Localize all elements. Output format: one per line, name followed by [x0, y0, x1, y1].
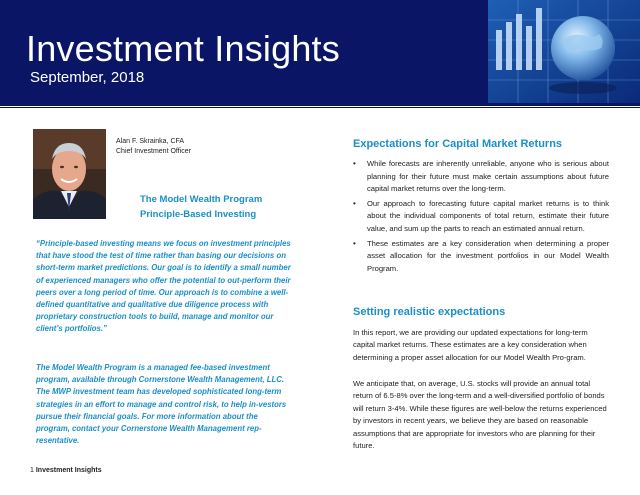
realistic-paragraph: We anticipate that, on average, U.S. stocks will provide an annual total return of 6.5-8% over the long-term and a well-diversified portfolio of bonds will return 3-4%. While these figures are well-below the returns experienced by investors in recent years, we believe they are based on reasonable assumptions that are appropriate for investors who are planning for their future. — [353, 379, 607, 451]
program-title: The Model Wealth Program — [140, 194, 263, 205]
bullet-item — [353, 198, 609, 236]
author-name: Alan F. Skrainka, CFA — [116, 138, 185, 145]
globe-chart-image — [488, 0, 640, 103]
realistic-expectations-heading: Setting realistic expectations — [353, 306, 506, 318]
philosophy-quote: “Principle-based investing means we focus on investment principles that have stood the test of time rather than basing our decisions on short-term market predictions. Our goal is to identify a small number of experienced managers who offer the potential to out-perform their peers over a long period of time. Our approach is to combine a well-defined quantitative and qualitative due diligence process with proprietary construction tools to build, manage and monitor our client’s portfolios.” — [36, 239, 291, 334]
bullet-text: While forecasts are inherently unreliable, anyone who is serious about planning for their future must make certain assumptions about future capital market returns over the long-term. — [367, 159, 609, 194]
bullet-item — [353, 238, 609, 276]
bullet-icon: • — [353, 159, 356, 168]
bullet-icon: • — [353, 198, 356, 208]
bullet-icon: • — [353, 238, 356, 248]
author-portrait — [33, 129, 106, 219]
page-footer — [30, 467, 102, 474]
header-rule-thin — [0, 107, 640, 108]
newsletter-title: Investment Insights — [26, 28, 340, 69]
program-subtitle: Principle-Based Investing — [140, 209, 257, 220]
page-number: 1 — [30, 467, 34, 474]
bullet-text: These estimates are a key consideration when determining a proper asset allocation for the investment portfolios in our Model Wealth Program. — [367, 238, 609, 273]
expectations-bullet-list — [353, 158, 609, 277]
expectations-heading: Expectations for Capital Market Returns — [353, 138, 563, 150]
footer-label: Investment Insights — [35, 467, 102, 474]
header-banner — [0, 0, 640, 103]
bullet-item — [353, 158, 609, 196]
realistic-paragraph: In this report, we are providing our updated expectations for long-term capital market returns. These estimates are a key consideration when determining a proper asset allocation for our Model Wealth Pro-gram. — [353, 328, 588, 362]
newsletter-date: September, 2018 — [30, 69, 145, 86]
header-rule — [0, 103, 640, 106]
author-role: Chief Investment Officer — [116, 148, 191, 155]
program-description: The Model Wealth Program is a managed fee-based investment program, available through Cornerstone Wealth Management, LLC. The MWP investment team has developed sophisticated long-term strategies in an effort to manage and control risk, to help in-vestors pursue their financial goals. For more information about the program, contact your Cornerstone Wealth Management rep-resentative. — [36, 363, 287, 446]
bullet-text: Our approach to forecasting future capital market returns is to think about the individual components of total return, estimate their future value, and sum up the parts to reach an estimated annual return. — [367, 198, 609, 233]
